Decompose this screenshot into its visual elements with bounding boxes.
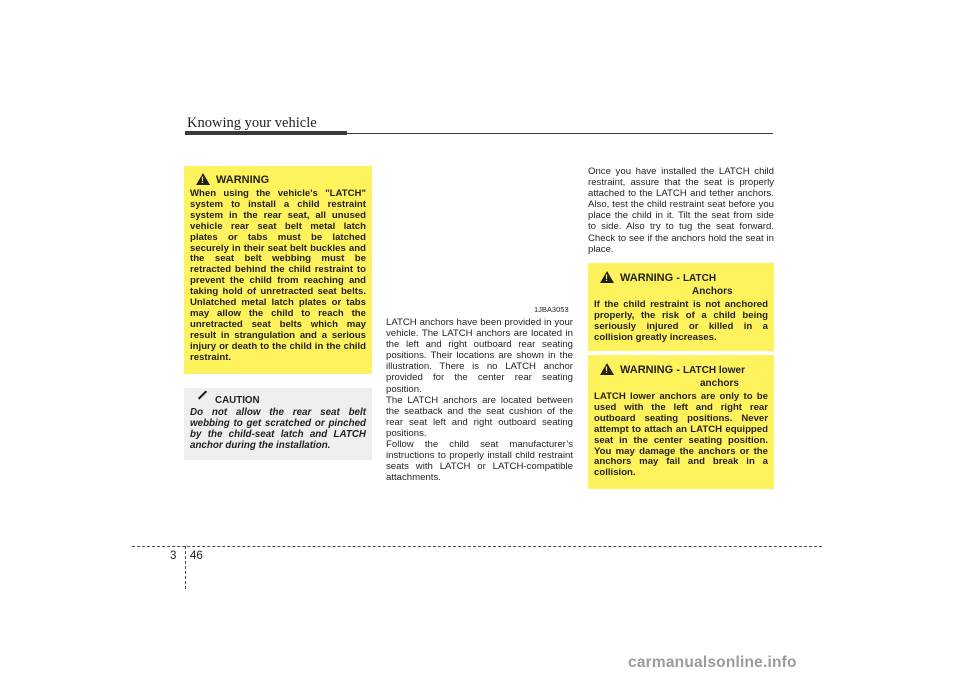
section-number: 3 (170, 550, 177, 562)
paragraph: The LATCH anchors are located between the seatback and the seat cushion of the rear seat left and right outboard seating positions. (386, 394, 573, 439)
warning-title-latch-lower: LATCH lower (682, 365, 745, 376)
footer-dashed-rule (132, 546, 822, 547)
warning-box-latch-anchors (588, 263, 774, 351)
header-rule-thick (185, 131, 347, 135)
caution-title: CAUTION (215, 395, 260, 406)
watermark: carmanualsonline.info (628, 654, 797, 671)
warning-title-anchors: Anchors (692, 286, 733, 297)
middle-column-text (386, 317, 573, 483)
right-column-text (588, 166, 774, 255)
page-header-title: Knowing your vehicle (187, 115, 317, 131)
warning-triangle-icon (600, 271, 614, 283)
warning-body: LATCH lower anchors are only to be used with the left and right rear outboard seating positions. Never attempt to attach an LATCH equipped seat in the center seating position. You may damage the anchors or the anchors may fail and break in a collision. (594, 391, 768, 479)
warning-title-latch: LATCH (682, 273, 717, 284)
warning-triangle-icon (196, 173, 210, 185)
warning-title: WARNING - (620, 364, 683, 376)
paragraph: Once you have installed the LATCH child restraint, assure that the seat is properly attached to the LATCH and tether anchors. Also, test the child restraint seat before you place the child in it. Tilt the seat from side to side. Also try to tug the seat forward. Check to see if the anchors hold the seat in place. (588, 166, 774, 255)
header-rule-thin (347, 133, 773, 134)
page-number: 46 (190, 550, 203, 562)
paragraph: Follow the child seat manufacturer’s instructions to properly install child restraint seats with LATCH or LATCH-compatible attachments. (386, 439, 573, 484)
warning-title: WARNING (216, 174, 270, 186)
caution-box (184, 388, 372, 460)
warning-title-anchors: anchors (700, 378, 739, 389)
illustration-code: 1JBA3053 (534, 305, 569, 314)
footer-dashed-vertical (185, 546, 186, 589)
caution-body: Do not allow the rear seat belt webbing to get scratched or pinched by the child-seat latch and LATCH anchor during the installation. (190, 407, 366, 451)
warning-body: If the child restraint is not anchored properly, the risk of a child being seriously injured or killed in a collision greatly increases. (594, 299, 768, 343)
warning-box-latch-system (184, 166, 372, 374)
warning-triangle-icon (600, 363, 614, 375)
warning-title: WARNING - (620, 272, 683, 284)
pencil-icon (198, 390, 207, 399)
warning-body: When using the vehicle's "LATCH" system to install a child restraint system in the rear seat, all unused vehicle rear seat belt metal latch plates or tabs must be latched securely in their seat belt buckles and the seat belt webbing must be retracted behind the child restraint to prevent the child from reaching and taking hold of unretracted seat belts. Unlatched metal latch plates or tabs may allow the child to reach the unretracted seat belts which may result in strangulation and a serious injury or death to the child in the child restraint. (190, 188, 366, 363)
warning-box-latch-lower-anchors (588, 355, 774, 489)
paragraph: LATCH anchors have been provided in your vehicle. The LATCH anchors are located in the left and right outboard rear seating positions. Their locations are shown in the illustration. There is no LATCH anchor provided for the center rear seating position. (386, 317, 573, 395)
